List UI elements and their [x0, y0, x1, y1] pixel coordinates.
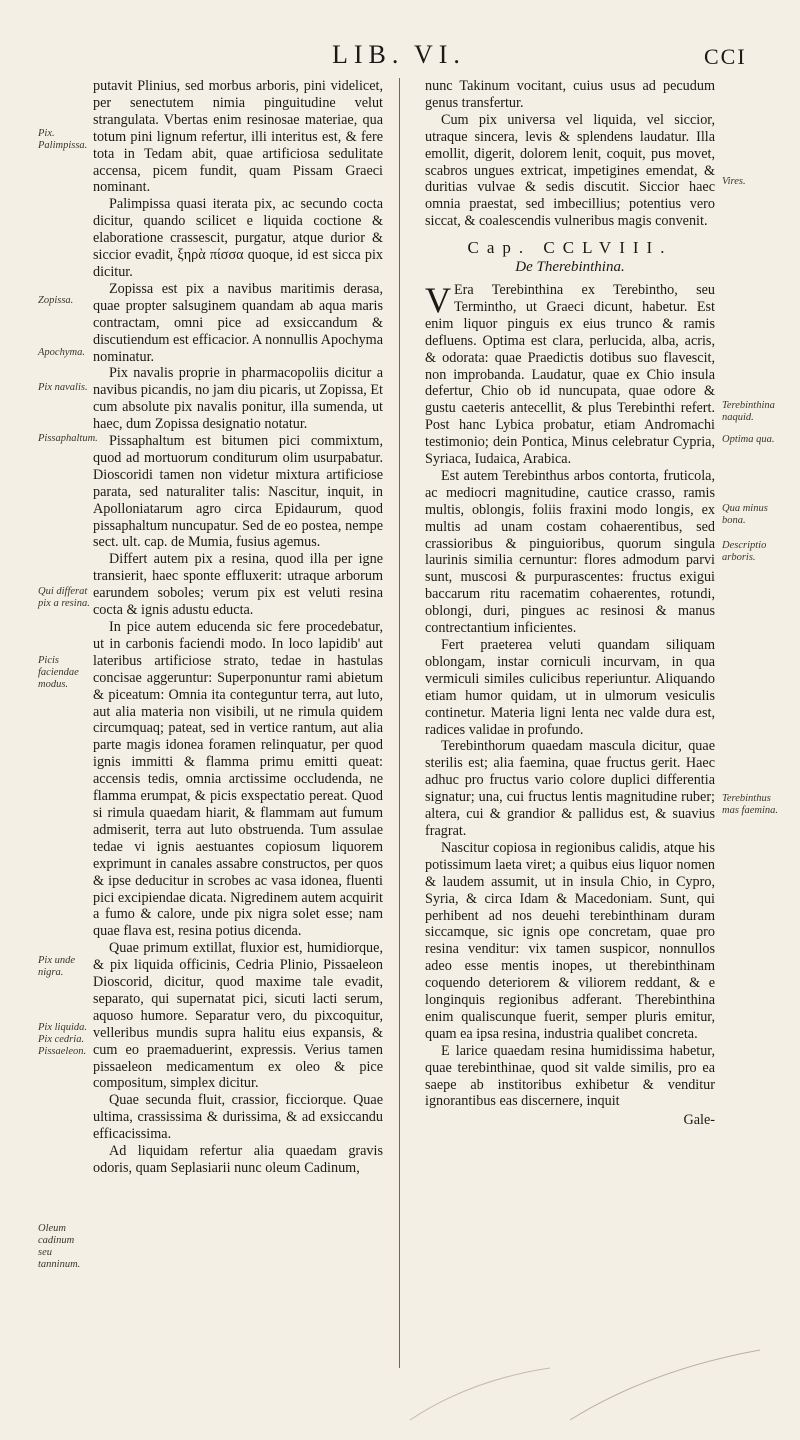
paragraph: Zopissa est pix a navibus maritimis derasa, quae propter salsuginem quandam ab aqua maris contractam, omni pice ad exsiccandum & discutiendum est efficacior. A nonnullis Apochyma nominatur.	[93, 280, 383, 365]
pencil-mark-icon	[560, 1340, 780, 1430]
paragraph: Cum pix universa vel liquida, vel siccior, utraque sincera, levis & splendens laudatur. Illa emollit, digerit, dolorem lenit, coquit, pus movet, scabros ungues extricat, impetigines emendat, & duritias vulvae & sedis discutit. Siccior haec omnia praestat, sed imbecillius; potentius vero siccat, & coalescendis vulneribus magis convenit.	[425, 111, 715, 230]
paragraph: Differt autem pix a resina, quod illa per igne transierit, haec sponte effluxerit: utraque arborum earundem soboles; verum pix est veluti resina cocta & ignis adustu educta.	[93, 551, 383, 619]
paragraph: Fert praeterea veluti quandam siliquam oblongam, instar corniculi incurvam, in qua vermiculi similes culicibus reperiuntur. Aliquando etiam humor quidam, ut in ulmorum vesiculis continetur. Materia ligni lenta nec valde dura est, radices validae in profundo.	[425, 637, 715, 738]
left-column	[93, 78, 383, 1177]
running-header	[0, 36, 800, 76]
paragraph: In pice autem educenda sic fere procedebatur, ut in carbonis faciendi modo. In loco lapidib' aut lateribus artificiose strato, tedae in hastulas concisae aggeruntur: Superponuntur rami abietum & piceatum: Omnia ita conteguntur terra, aut luto, aut alia materia non visibili, ut ne rimula quidem circumquaq; pateat, sed in vertice rantum, aut alia parte magis idonea foramen relinquatur, per quod ignis immitti & flamma primu emitti queat: accensis tedis, omnia arctissime occludenda, ne flamma erumpat, & picis exspectatio pereat. Quod si rimula quaedam hiarit, & flammam aut fumum admiserit, terra aut luto obstruenda. Tum assulae tedae vi ignis aestuantes copiosum liquorem exprimunt in canales assabre constructos, per quos & ipse deducitur in scrobes ac vasa idonea, fluenti pici excipiendae dicata. Nigredinem autem acquirit a fumo & calore, unde pix nigra solet esse; nam quae flava est, resina potius dicenda.	[93, 619, 383, 940]
margin-note: Descriptio arboris.	[722, 540, 767, 563]
paragraph: Terebinthorum quaedam mascula dicitur, quae sterilis est; alia faemina, quae fructus gerit. Haec adhuc pro fructus vario colore duplici differentia signatur; una, cui fructus lentis magnitudine ruber; altera, cui & grandior & pallidus est, & suavius fragrat.	[425, 738, 715, 839]
margin-note: Palimpissa.	[38, 140, 88, 151]
paragraph: Nascitur copiosa in regionibus calidis, atque his potissimum laeta viret; a quibus eius liquor nomen & laudem assumit, ut in insula Chio, in Cypro, Syria, & circa Idam & Macedoniam. Sunt, qui perhibent ad nos deuehi terebinthinam duram siccamque, sic ignis ope concretam, quae pro resina venditur: vix tamen suspicor, nonnullos adeo esse mentis inopes, ut therebinthinam coquendo deteriorem & viliorem reddant, & e longinquis regionibus adferant. Therebinthina enim qualiscunque fuerit, semper pluris emitur, quam ea ipsa resina, industria qualibet concreta.	[425, 839, 715, 1042]
column-divider	[399, 78, 400, 1368]
paragraph	[425, 279, 715, 468]
margin-note: Zopissa.	[38, 295, 74, 306]
margin-note: Pissaphaltum.	[38, 433, 98, 444]
paragraph: putavit Plinius, sed morbus arboris, pini videlicet, per senectutem nimia pinguitudine velut strangulata. Vbertas enim resinosae materiae, qua totum pini lignum refertur, illi interitus est, & fere tota in Tedam abit, quae artificiosa sedulitate accensa, picem fundit, quam Pissam Graeci nominant.	[93, 78, 383, 196]
drop-capital: V	[425, 279, 451, 320]
margin-note: Pix.	[38, 128, 55, 139]
margin-note: Qua minus bona.	[722, 503, 768, 526]
chapter-heading: Cap. CCLVIII.	[467, 238, 673, 258]
paragraph: Pix navalis proprie in pharmacopoliis dicitur a navibus picandis, no jam diu picaris, ut Zopissa, Et cum absolute pix navalis ponitur, illa sumenda, ut haec, dum Zopissa designatio notatur.	[93, 365, 383, 433]
margin-note: Picis faciendae modus.	[38, 655, 79, 690]
margin-note: Oleum cadinum seu tanninum.	[38, 1223, 81, 1270]
margin-note: Terebinthina naquid.	[722, 400, 775, 423]
paragraph: nunc Takinum vocitant, cuius usus ad pecudum genus transfertur.	[425, 78, 715, 111]
paragraph: Quae primum extillat, fluxior est, humidiorque, & pix liquida officinis, Cedria Plinio, Pissaeleon Dioscorid, dicitur, quod maxime tale evadit, separato, qui supernatat pici, sicuti lacti serum, aquoso humore. Separatur vero, du pixcoquitur, velleribus mundis supra halitu eius expansis, & cum eo praemaduerint, expressis. Verius tamen pissaeleon medicamentum ex oleo & pice compositum, simplex dicitur.	[93, 940, 383, 1092]
margin-note: Pix liquida. Pix cedria. Pissaeleon.	[38, 1022, 87, 1057]
margin-note: Terebinthus mas faemina.	[722, 793, 778, 816]
book-label: LIB.	[332, 40, 405, 69]
margin-note: Qui differat pix a resina.	[38, 586, 90, 609]
paragraph: E larice quaedam resina humidissima habetur, quae terebinthinae, quod sit valde similis, pro ea saepe ab institoribus exhibetur & venditur ignorantibus eas discernere, inquit	[425, 1042, 715, 1110]
paragraph: Ad liquidam refertur alia quaedam gravis odoris, quam Seplasiarii nunc oleum Cadinum,	[93, 1143, 383, 1176]
paragraph: Quae secunda fluit, crassior, ficciorque. Quae ultima, crassissima & durissima, & ad exsiccandu efficacissima.	[93, 1092, 383, 1143]
catchword: Gale-	[683, 1112, 715, 1129]
pencil-mark-icon	[400, 1360, 560, 1430]
right-column	[425, 78, 715, 1129]
paragraph: Pissaphaltum est bitumen pici commixtum, quod ad mortuorum conditurum olim usurpabatur. Dioscoridi tamen non videtur mixtura artificiose parata, sed naturaliter talis: Nascitur, inquit, in Apolloniatarum agro circa Epidaurum, quod pissaphaltum nuncupatur. Sed de eo postea, nempe sect. ult. cap. de Mumia, fusius agemus.	[93, 433, 383, 551]
paragraph: Palimpissa quasi iterata pix, ac secundo cocta dicitur, quando scilicet e liquida coctione & elaboratione crassescit, purgatur, atque durior & siccior evadit, ξηρὰ πίσσα quoque, id est sicca pix dicitur.	[93, 196, 383, 280]
margin-note: Pix navalis.	[38, 382, 88, 393]
paragraph-text: Era Terebinthina ex Terebintho, seu Termintho, ut Graeci dicunt, habetur. Est enim liquor pinguis ex eius trunco & ramis defluens. Optima est clara, perlucida, alba, acris, & odorata: quae Praedictis dotibus suo flavescit, non improbanda. Laudatur, quae ex Chio insula defertur, Chio ob id nuncupata, quae odore & gustu caeteris antecellit, & plus Terebinthi refert. Post hanc Lybica probatur, etiam Andromachi testimonio; dein Pontica, Minus celebratur Cypria, Syriaca, Iudaica, Arabica.	[425, 281, 715, 468]
chapter-title: De Therebinthina.	[515, 259, 625, 276]
book-number: VI.	[414, 40, 466, 69]
margin-note: Vires.	[722, 176, 746, 187]
paragraph: Est autem Terebinthus arbos contorta, fruticola, ac mediocri magnitudine, cautice crasso, ramis multis, oblongis, foliis fraxini modo longis, ex multis ad unam costam cohaerentibus, sed crassioribus & pinguioribus, quorum singula laurinis similia cernuntur: flores admodum parvi sunt, muscosi & purpurascentes: fructus exigui baccarum ritu racematim cohaerentes, rotundi, oblongi, duri, pingues ac resinosi & manus contrectantium inficientes.	[425, 467, 715, 637]
margin-note: Apochyma.	[38, 347, 85, 358]
page-number: CCI	[704, 44, 747, 69]
margin-note: Optima qua.	[722, 434, 775, 445]
margin-note: Pix unde nigra.	[38, 955, 76, 978]
